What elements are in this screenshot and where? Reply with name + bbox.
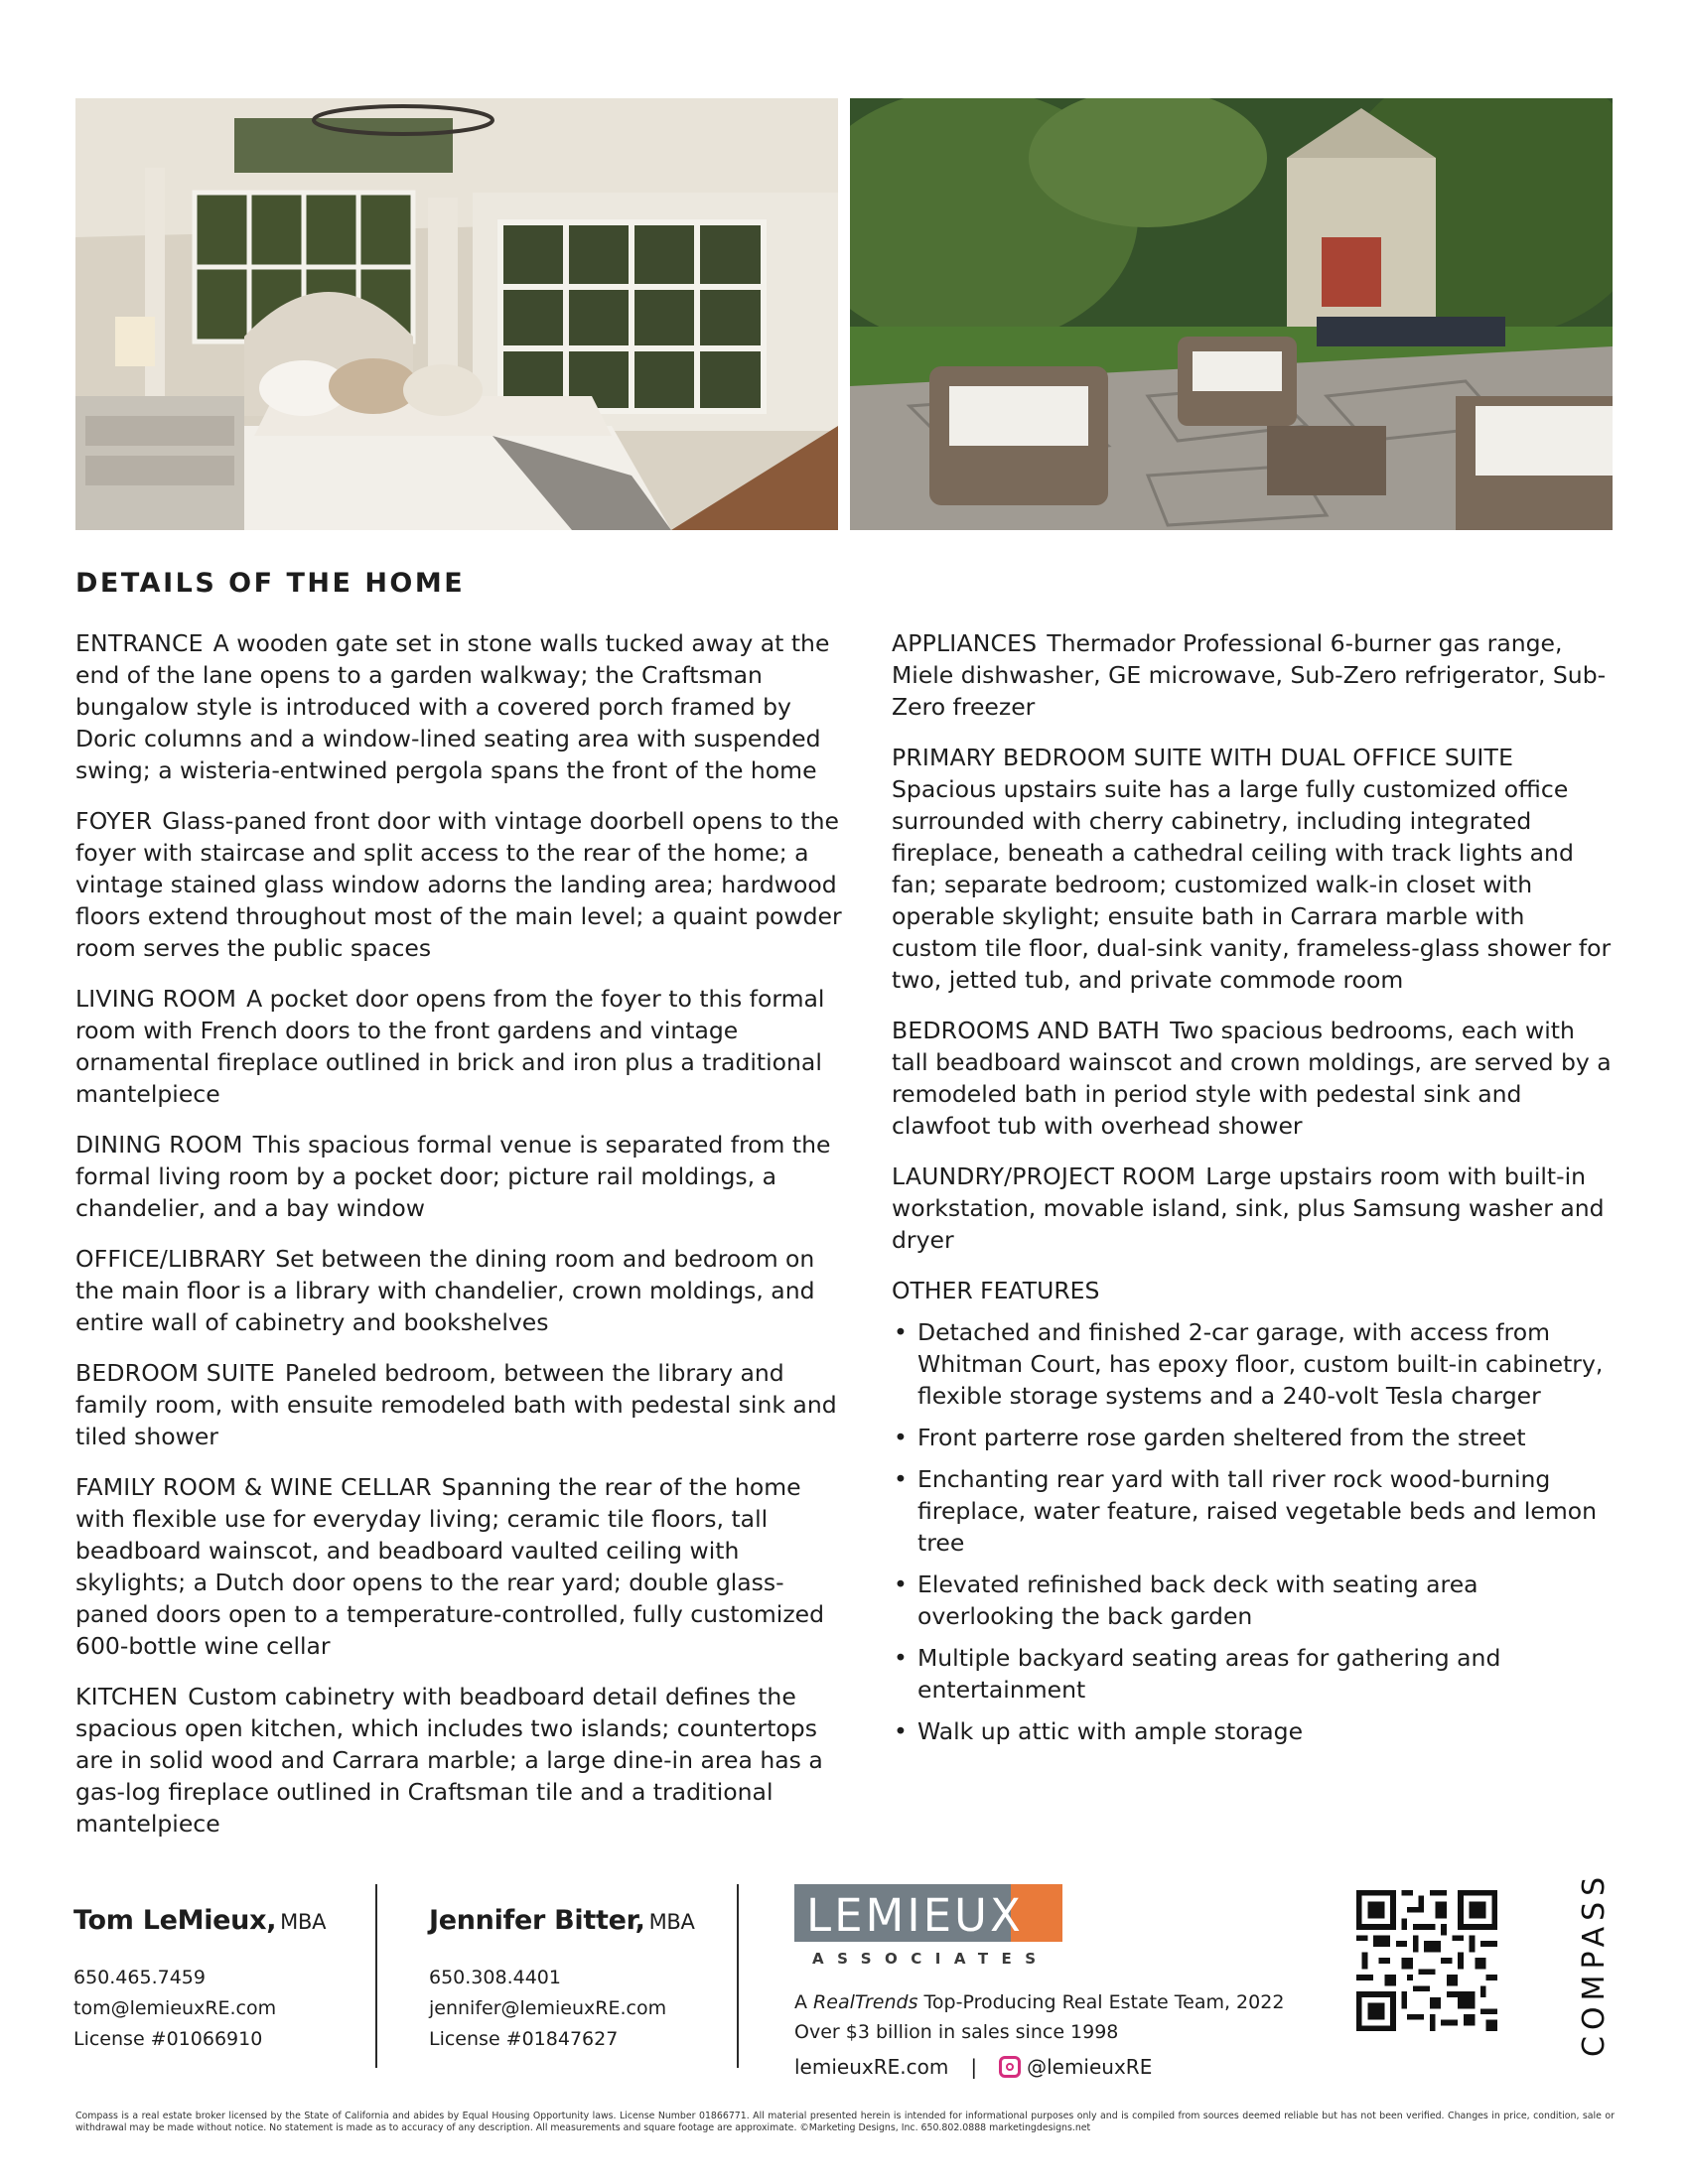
tagline-brand: RealTrends <box>813 1991 918 2013</box>
separator: | <box>970 2055 978 2079</box>
divider <box>375 1884 377 2068</box>
team-tagline <box>794 1987 1284 2047</box>
detail-foyer <box>75 805 850 964</box>
instagram-handle[interactable]: @lemieuxRE <box>1027 2055 1153 2079</box>
list-item: • Walk up attic with ample storage <box>892 1715 1615 1747</box>
detail-text: Thermador Professional 6-burner gas range, Miele dishwasher, GE microwave, Sub-Zero refrigerator, Sub-Zero freezer <box>892 629 1607 721</box>
agent-email[interactable]: jennifer@lemieuxRE.com <box>429 1997 667 2019</box>
tagline-line2: Over $3 billion in sales since 1998 <box>794 2021 1119 2043</box>
detail-label: ENTRANCE <box>75 629 204 657</box>
qr-code[interactable] <box>1356 1890 1497 2031</box>
detail-office-library <box>75 1243 850 1338</box>
detail-entrance <box>75 627 850 786</box>
detail-laundry <box>892 1160 1615 1256</box>
detail-family-room <box>75 1471 850 1662</box>
detail-label: BEDROOMS AND BATH <box>892 1017 1161 1044</box>
bedroom-photo <box>75 98 838 530</box>
detail-label: FOYER <box>75 807 153 835</box>
agent-name <box>73 1904 326 1939</box>
list-item: • Detached and finished 2-car garage, with access from Whitman Court, has epoxy floor, custom built-in cabinetry, flexible storage systems and a 240-volt Tesla charger <box>892 1316 1615 1412</box>
agent-credential: MBA <box>648 1910 695 1934</box>
team-contact-row <box>794 2055 1152 2079</box>
detail-text: Glass-paned front door with vintage doorbell opens to the foyer with staircase and split access to the rear of the home; a vintage stained glass window adorns the landing area; hardwood floors extend throughout most of the main level; a quaint powder room serves the public spaces <box>75 807 842 962</box>
list-item: • Enchanting rear yard with tall river rock wood-burning fireplace, water feature, raised vegetable beds and lemon tree <box>892 1463 1615 1559</box>
backyard-patio-photo <box>850 98 1613 530</box>
detail-text: Large upstairs room with built-in workstation, movable island, sink, plus Samsung washer and dryer <box>892 1162 1605 1254</box>
brokerage-logo: COMPASS <box>1577 1870 1612 2057</box>
website-link[interactable]: lemieuxRE.com <box>794 2055 949 2079</box>
logo-wordmark: LEMIEUX <box>806 1889 1024 1942</box>
agent-name-text: Tom LeMieux, <box>73 1905 277 1936</box>
other-features-list <box>892 1316 1615 1747</box>
detail-kitchen <box>75 1681 850 1840</box>
detail-bedroom-suite <box>75 1357 850 1452</box>
detail-text: Set between the dining room and bedroom on the main floor is a library with chandelier, crown moldings, and entire wall of cabinetry and bookshelves <box>75 1245 815 1336</box>
detail-label: KITCHEN <box>75 1683 179 1710</box>
divider <box>737 1884 739 2068</box>
agent-phone[interactable]: 650.465.7459 <box>73 1967 206 1988</box>
other-features-heading: OTHER FEATURES <box>892 1277 1100 1304</box>
backyard-illustration <box>850 98 1613 530</box>
detail-label: LAUNDRY/PROJECT ROOM <box>892 1162 1196 1190</box>
detail-label: BEDROOM SUITE <box>75 1359 275 1387</box>
detail-label: DINING ROOM <box>75 1131 243 1159</box>
detail-text: A wooden gate set in stone walls tucked away at the end of the lane opens to a garden walkway; the Craftsman bungalow style is introduced with a covered porch framed by Doric columns and a window-lined seating area with suspended swing; a wisteria-entwined pergola spans the front of the home <box>75 629 830 784</box>
details-left-column <box>75 627 850 1858</box>
detail-text: Spanning the rear of the home with flexible use for everyday living; ceramic tile floors, tall beadboard wainscot, and beadboard vaulted ceiling with skylights; a Dutch door opens to the rear yard; double glass-paned doors open to a temperature-controlled, fully customized 600-bottle wine cellar <box>75 1473 825 1660</box>
agent-credential: MBA <box>280 1910 327 1934</box>
detail-primary-suite <box>892 742 1615 996</box>
detail-label: FAMILY ROOM & WINE CELLAR <box>75 1473 432 1501</box>
detail-text: This spacious formal venue is separated from the formal living room by a pocket door; picture rail moldings, a chandelier, and a bay window <box>75 1131 831 1222</box>
tagline-rest: Top-Producing Real Estate Team, 2022 <box>923 1991 1285 2013</box>
tagline-prefix: A <box>794 1991 807 2013</box>
agent-name <box>429 1904 695 1939</box>
detail-living-room <box>75 983 850 1110</box>
agent-license: License #01847627 <box>429 2028 619 2050</box>
agent-tom <box>73 1904 326 2055</box>
bedroom-illustration <box>75 98 838 530</box>
detail-text: Paneled bedroom, between the library and family room, with ensuite remodeled bath with pedestal sink and tiled shower <box>75 1359 837 1450</box>
agent-email[interactable]: tom@lemieuxRE.com <box>73 1997 277 2019</box>
detail-text: Two spacious bedrooms, each with tall beadboard wainscot and crown moldings, are served by a remodeled bath in period style with pedestal sink and clawfoot tub with overhead shower <box>892 1017 1612 1140</box>
detail-label: OFFICE/LIBRARY <box>75 1245 266 1273</box>
detail-text: Spacious upstairs suite has a large fully customized office surrounded with cherry cabinetry, including integrated fireplace, beneath a cathedral ceiling with track lights and fan; separate bedroom; customized walk-in closet with operable skylight; ensuite bath in Carrara marble with custom tile floor, dual-sink vanity, frameless-glass shower for two, jetted tub, and private commode room <box>892 775 1612 994</box>
detail-label: LIVING ROOM <box>75 985 237 1013</box>
list-item: • Multiple backyard seating areas for gathering and entertainment <box>892 1642 1615 1706</box>
detail-label: APPLIANCES <box>892 629 1038 657</box>
details-right-column <box>892 627 1615 1757</box>
detail-appliances <box>892 627 1615 723</box>
agent-phone[interactable]: 650.308.4401 <box>429 1967 561 1988</box>
list-item: • Elevated refinished back deck with seating area overlooking the back garden <box>892 1569 1615 1632</box>
agent-license: License #01066910 <box>73 2028 263 2050</box>
detail-text: A pocket door opens from the foyer to this formal room with French doors to the front gardens and vintage ornamental fireplace outlined in brick and iron plus a traditional mantelpiece <box>75 985 825 1108</box>
agent-jennifer <box>429 1904 695 2055</box>
detail-dining-room <box>75 1129 850 1224</box>
detail-bedrooms-bath <box>892 1015 1615 1142</box>
detail-label: PRIMARY BEDROOM SUITE WITH DUAL OFFICE SUITE <box>892 744 1514 771</box>
agent-name-text: Jennifer Bitter, <box>429 1905 645 1936</box>
list-item: • Front parterre rose garden sheltered from the street <box>892 1422 1615 1453</box>
instagram-icon[interactable] <box>999 2056 1021 2078</box>
logo-subtitle: ASSOCIATES <box>812 1950 1050 1968</box>
detail-text: Custom cabinetry with beadboard detail defines the spacious open kitchen, which includes two islands; countertops are in solid wood and Carrara marble; a large dine-in area has a gas-log fireplace outlined in Craftsman tile and a traditional mantelpiece <box>75 1683 823 1838</box>
legal-disclaimer: Compass is a real estate broker licensed by the State of California and abides by Equal Housing Opportunity laws. License Number 01866771. All material presented herein is intended for informational purposes only and is compiled from sources deemed reliable but has not been verified. Changes in price, condition, sale or withdrawal may be made without notice. No statement is made as to accuracy of any description. All measurements and square footage are approximate. ©Marketing Designs, Inc. 650.802.0888 marketingdesigns.net <box>75 2111 1615 2133</box>
details-heading: DETAILS OF THE HOME <box>75 568 466 599</box>
